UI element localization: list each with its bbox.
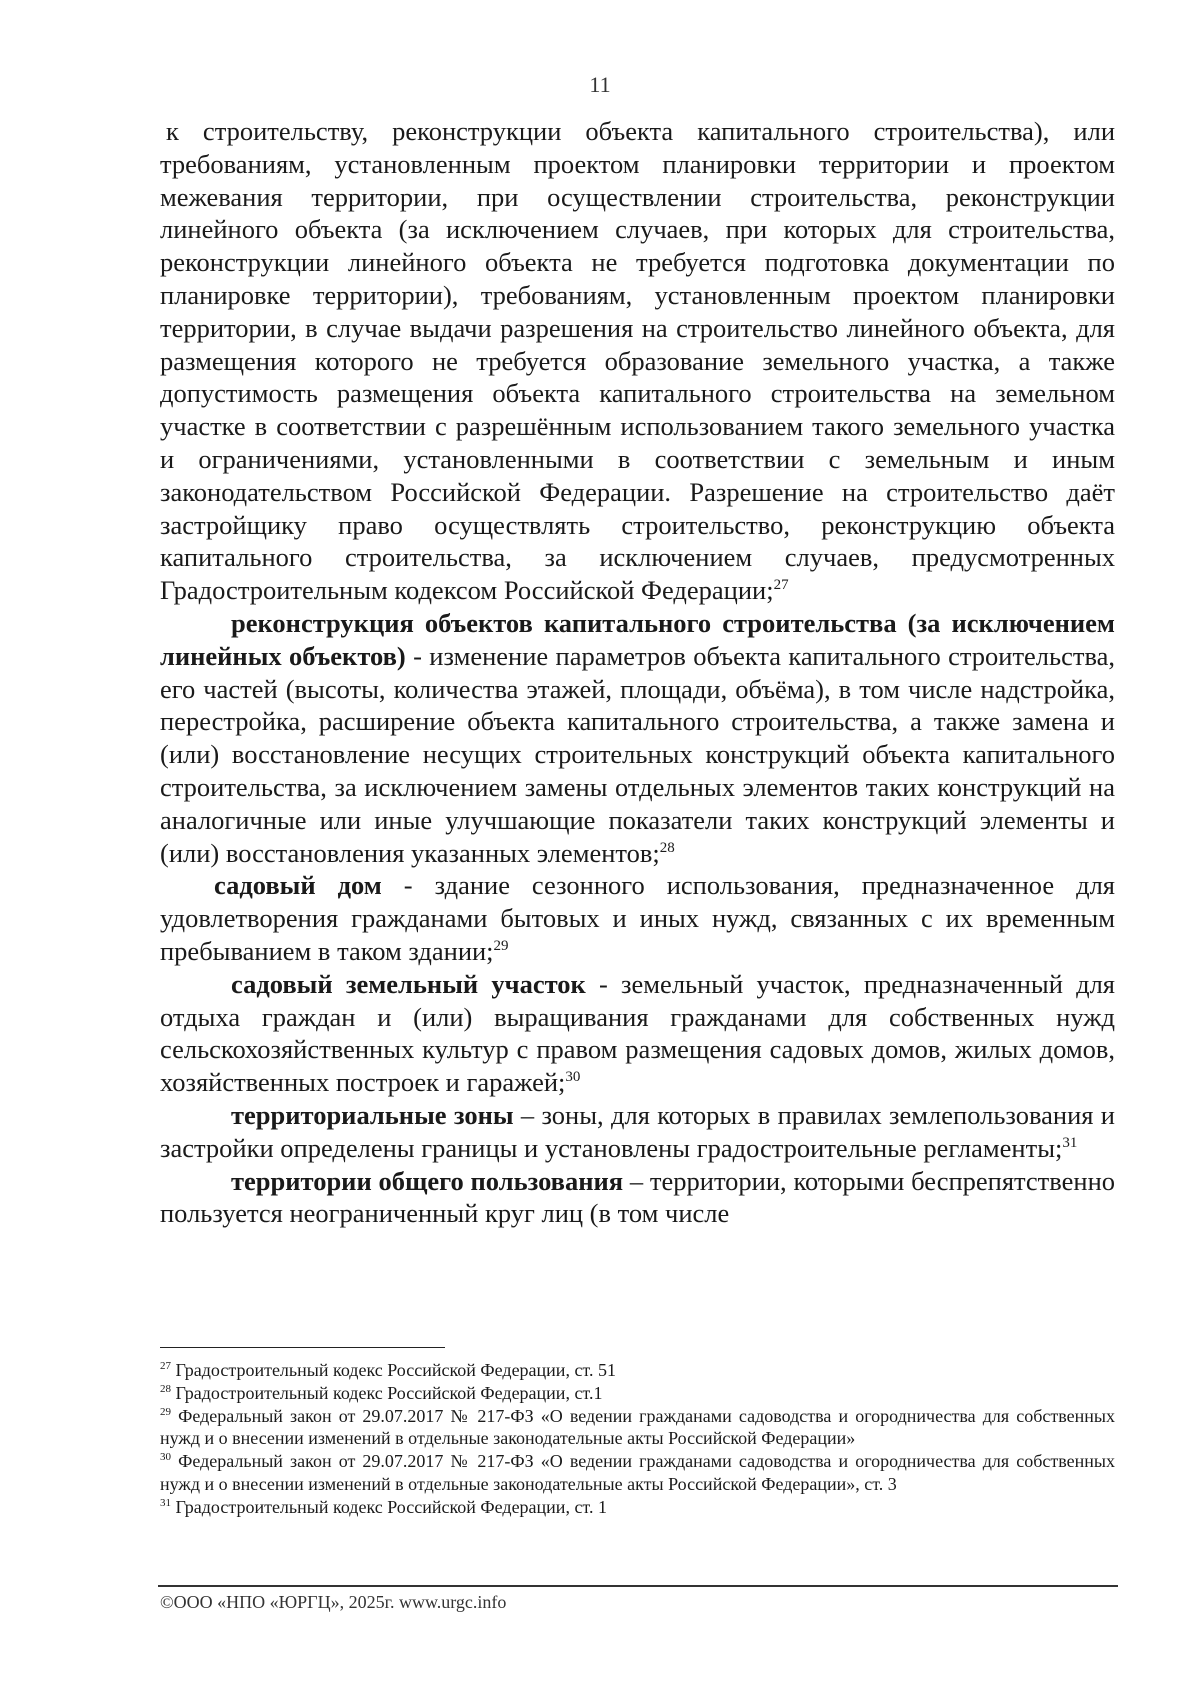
footnote-ref: 27 (773, 577, 789, 594)
footnote-text: Федеральный закон от 29.07.2017 № 217-ФЗ «О ведении гражданами садоводства и огородничества для собственных нужд и о внесении изменений в отдельные законодательные акты Российской Федерации» (160, 1405, 1115, 1449)
footnote-ref: 29 (493, 938, 509, 955)
footnote-text: Федеральный закон от 29.07.2017 № 217-ФЗ «О ведении гражданами садоводства и огородничества для собственных нужд и о внесении изменений в отдельные законодательные акты Российской Федерации», ст. 3 (160, 1451, 1115, 1494)
footnote (160, 1450, 1115, 1496)
body-text (160, 115, 1115, 1230)
footnote-text: Градостроительный кодекс Российской Федерации, ст.1 (171, 1382, 603, 1403)
defined-term: территории общего пользования (231, 1165, 624, 1196)
definition-text: - здание сезонного использования, предназначенное для удовлетворения гражданами бытовых и иных нужд, связанных с их временным пребыванием в таком здании; (160, 870, 1115, 966)
footnote-number: 30 (160, 1451, 171, 1464)
footnote-number: 29 (160, 1405, 171, 1418)
footer-separator (158, 1585, 1118, 1587)
footnote (160, 1382, 1115, 1405)
paragraph-text: к строительству, реконструкции объекта капитального строительства), или требованиям, установленным проектом планировки территории и проектом межевания территории, при осуществлении строительства, реконструкции линейного объекта (за исключением случаев, при которых для строительства, реконструкции линейного объекта не требуется подготовка документации по планировке территории), требованиям, установленным проектом планировки территории, в случае выдачи разрешения на строительство линейного объекта, для размещения которого не требуется образование земельного участка, а также допустимость размещения объекта капитального строительства на земельном участке в соответствии с разрешённым использованием такого земельного участка и ограничениями, установленными в соответствии с земельным и иным законодательством Российской Федерации. Разрешение на строительство даёт застройщику право осуществлять строительство, реконструкцию объекта капитального строительства, за исключением случаев, предусмотренных Градостроительным кодексом Российской Федерации; (160, 116, 1115, 606)
definition-text: - земельный участок, предназначенный для отдыха граждан и (или) выращивания гражданами для собственных нужд сельскохозяйственных культур с правом размещения садовых домов, жилых домов, хозяйственных построек и гаражей; (160, 968, 1116, 1098)
page-number: 11 (589, 72, 611, 97)
definition-text: – зоны, для которых в правилах землепользования и застройки определены границы и установлены градостроительные регламенты; (160, 1099, 1115, 1163)
definition-paragraph (160, 1165, 1115, 1231)
definition-paragraph (160, 968, 1115, 1099)
footnote (160, 1359, 1115, 1382)
footnote-number: 28 (160, 1382, 171, 1395)
footnote-number: 31 (160, 1496, 171, 1509)
footnote-ref: 31 (1062, 1134, 1078, 1151)
footnote (160, 1496, 1115, 1519)
paragraph (160, 115, 1115, 607)
defined-term: садовый земельный участок (231, 968, 586, 999)
definition-paragraph (160, 607, 1115, 869)
footnote-text: Градостроительный кодекс Российской Федерации, ст. 1 (171, 1496, 607, 1517)
definition-paragraph (160, 1099, 1115, 1165)
footnote-separator (160, 1347, 445, 1348)
definition-paragraph (160, 869, 1115, 967)
defined-term: территориальные зоны (231, 1099, 514, 1130)
footnote-ref: 28 (659, 839, 675, 856)
footnote-text: Градостроительный кодекс Российской Федерации, ст. 51 (171, 1360, 616, 1380)
defined-term: реконструкция объектов капитального строительства (за исключением линейных объектов) (160, 607, 1115, 671)
definition-text: – территории, которыми беспрепятственно пользуется неограниченный круг лиц (в том числе (160, 1165, 1115, 1229)
footnote (160, 1405, 1115, 1451)
defined-term: садовый дом (214, 870, 382, 901)
definition-text: - изменение параметров объекта капитального строительства, его частей (высоты, количества этажей, площади, объёма), в том числе надстройка, перестройка, расширение объекта капитального строительства, а также замена и (или) восстановление несущих строительных конструкций объекта капитального строительства, за исключением замены отдельных элементов таких конструкций на аналогичные или иные улучшающие показатели таких конструкций элементы и (или) восстановления указанных элементов; (160, 640, 1116, 868)
footnotes (160, 1359, 1115, 1519)
footnote-number: 27 (160, 1360, 171, 1372)
footnote-ref: 30 (565, 1069, 581, 1086)
footer-copyright: ©ООО «НПО «ЮРГЦ», 2025г. www.urgc.info (160, 1592, 507, 1612)
